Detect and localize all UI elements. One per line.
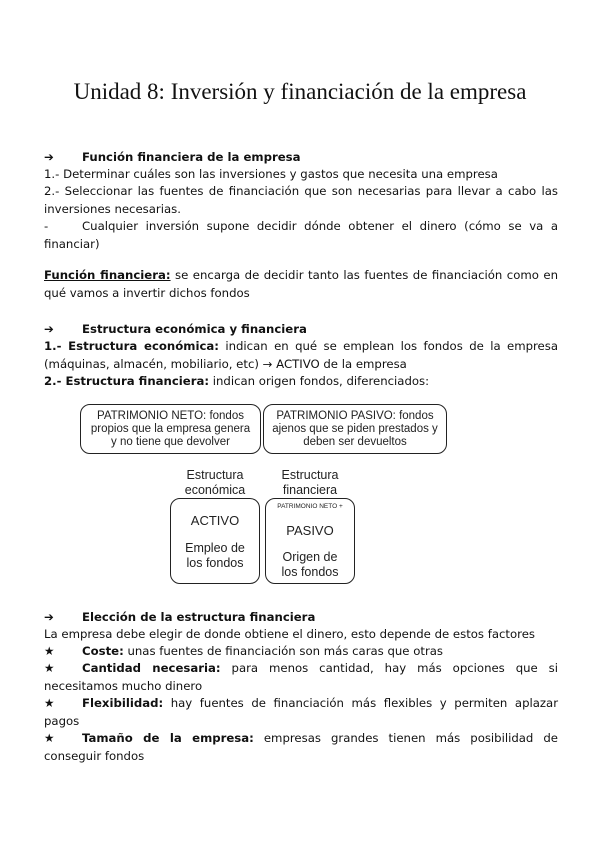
section-heading-eleccion: ➔ Elección de la estructura financiera (44, 609, 558, 627)
activo-title: ACTIVO (190, 513, 240, 528)
list-item: ★ Coste: unas fuentes de financiación son más caras que otras (44, 643, 558, 661)
paragraph: La empresa debe elegir de donde obtiene el dinero, esto depende de estos factores (44, 627, 535, 641)
list-item: ★ Flexibilidad: hay fuentes de financiación más flexibles y permiten aplazar pagos (44, 696, 558, 728)
label-estructura-economica: Estructura económica (184, 468, 246, 497)
list-item: - Cualquier inversión supone decidir dónde obtener el dinero (cómo se va a financiar) (44, 219, 558, 251)
section-heading-funcion: ➔ Función financiera de la empresa (44, 149, 558, 167)
star-icon: ★ (44, 644, 55, 658)
definition-paragraph: Función financiera: se encarga de decidir tanto las fuentes de financiación como en qué vamos a invertir dichos fondos (44, 268, 558, 300)
list-item: ★ Tamaño de la empresa: empresas grandes tienen más posibilidad de conseguir fondos (44, 731, 558, 763)
patrimonio-neto-box: PATRIMONIO NETO: fondos propios que la empresa genera y no tiene que devolver (80, 404, 261, 454)
patrimonio-pasivo-box: PATRIMONIO PASIVO: fondos ajenos que se piden prestados y deben ser devueltos (263, 404, 447, 454)
pasivo-title: PASIVO (286, 523, 334, 538)
list-item: 2.- Seleccionar las fuentes de financiación que son necesarias para llevar a cabo las inversiones necesarias. (44, 184, 558, 216)
pasivo-subtitle: Origen de los fondos (281, 550, 339, 579)
arrow-icon: ➔ (44, 150, 54, 164)
star-icon: ★ (44, 696, 55, 710)
star-icon: ★ (44, 661, 55, 675)
arrow-icon: ➔ (44, 610, 54, 624)
list-item: ★ Cantidad necesaria: para menos cantidad, hay más opciones que si necesitamos mucho dinero (44, 661, 558, 693)
activo-subtitle: Empleo de los fondos (185, 541, 245, 570)
page-title: Unidad 8: Inversión y financiación de la empresa (73, 79, 527, 104)
section-heading-estructura: ➔ Estructura económica y financiera (44, 321, 558, 339)
paragraph: 1.- Estructura económica: indican en qué se emplean los fondos de la empresa (máquinas, almacén, mobiliario, etc) → ACTIVO de la empresa (44, 339, 558, 371)
pasivo-small-label: PATRIMONIO NETO + (277, 503, 343, 510)
arrow-icon: ➔ (44, 322, 54, 336)
label-estructura-financiera: Estructura financiera (281, 468, 339, 497)
list-item: 1.- Determinar cuáles son las inversiones y gastos que necesita una empresa (44, 167, 498, 181)
activo-box (170, 498, 260, 584)
star-icon: ★ (44, 731, 55, 745)
paragraph: 2.- Estructura financiera: indican origen fondos, diferenciados: (44, 374, 430, 388)
pasivo-box (265, 498, 355, 584)
